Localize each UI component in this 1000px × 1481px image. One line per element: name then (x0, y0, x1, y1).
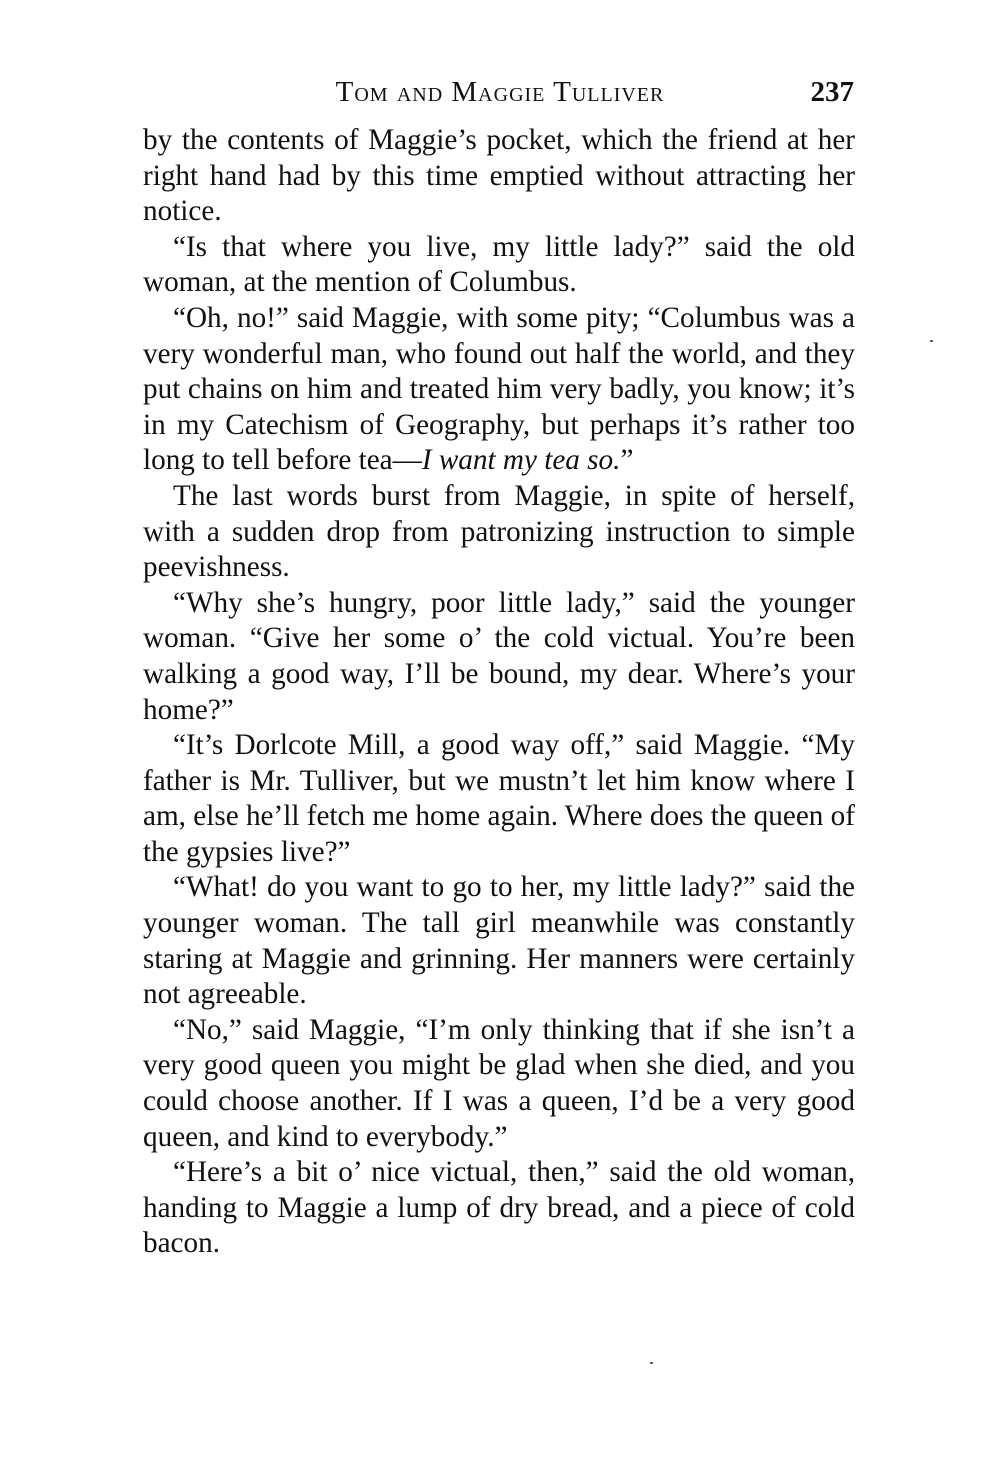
paragraph-3-text: “Oh, no!” said Maggie, with some pity; “Columbus was a very wonderful man, who found out half the world, and they put chains on him and treated him very badly, you know; it’s in my Catechism of Geography, but perhaps it’s rather too long to tell before tea— (143, 301, 855, 477)
page-number: 237 (810, 76, 854, 108)
paragraph-3 (143, 301, 855, 479)
paragraph-4: The last words burst from Maggie, in spite of herself, with a sudden drop from patronizing instruction to simple peevishness. (143, 479, 855, 584)
paragraph-8: “No,” said Maggie, “I’m only thinking that if she isn’t a very good queen you might be glad when she died, and you could choose another. If I was a queen, I’d be a very good queen, and kind to everybody.” (143, 1013, 855, 1153)
paragraph-5: “Why she’s hungry, poor little lady,” said the younger woman. “Give her some o’ the cold victual. You’re been walking a good way, I’ll be bound, my dear. Where’s your home?” (143, 586, 855, 726)
body-text (143, 123, 855, 1262)
running-title: Tom and Maggie Tulliver (335, 76, 665, 108)
page-header (142, 74, 858, 114)
paragraph-2: “Is that where you live, my little lady?” said the old woman, at the mention of Columbus. (143, 230, 855, 299)
paragraph-7: “What! do you want to go to her, my little lady?” said the younger woman. The tall girl meanwhile was constantly staring at Maggie and grinning. Her manners were certainly not agreeable. (143, 871, 855, 1011)
paragraph-1: by the contents of Maggie’s pocket, which the friend at her right hand had by this time emptied without attracting her notice. (143, 124, 855, 228)
paragraph-3-closing-quote: ” (620, 444, 634, 477)
paragraph-6: “It’s Dorlcote Mill, a good way off,” said Maggie. “My father is Mr. Tulliver, but we mustn’t let him know where I am, else he’ll fetch me home again. Where does the queen of the gypsies live?” (143, 729, 855, 868)
paragraph-3-italic: I want my tea so. (421, 444, 621, 477)
paragraph-9: “Here’s a bit o’ nice victual, then,” said the old woman, handing to Maggie a lump of dry bread, and a piece of cold bacon. (143, 1156, 855, 1260)
scan-speck (650, 1362, 653, 1364)
scan-speck (930, 340, 933, 342)
